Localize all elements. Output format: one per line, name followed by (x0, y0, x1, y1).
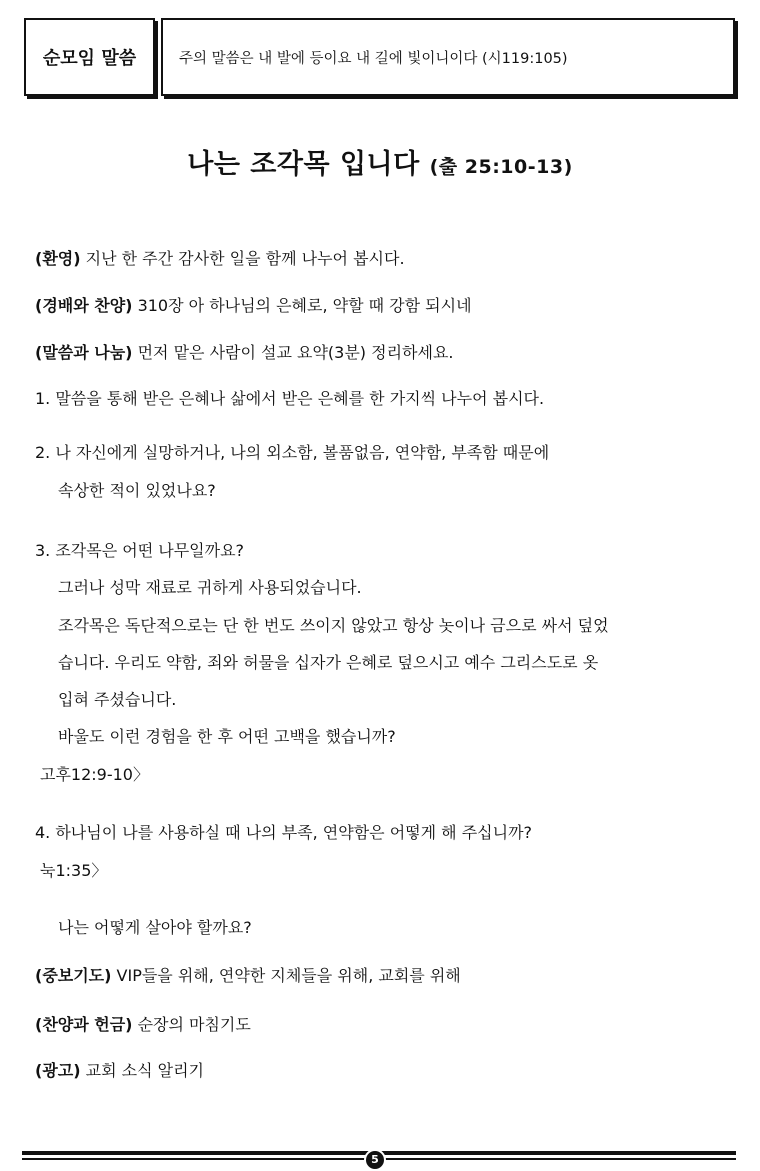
welcome-text: 지난 한 주간 감사한 일을 함께 나누어 봅시다. (80, 249, 405, 268)
sharing-line (35, 340, 454, 363)
worship-text: 310장 아 하나님의 은혜로, 약할 때 강함 되시네 (132, 296, 472, 315)
question-3-line-d: 습니다. 우리도 약함, 죄와 허물을 십자가 은혜로 덮으시고 예수 그리스도로 옷 (58, 653, 599, 672)
header-verse: 주의 말씀은 내 발에 등이요 내 길에 빛이니이다 (시119:105) (179, 50, 568, 67)
intercession-tag: (중보기도) (35, 966, 112, 985)
welcome-line (35, 246, 405, 269)
question-3-line-e: 입혀 주셨습니다. (58, 690, 177, 709)
offering-line (35, 1012, 251, 1035)
announcement-tag: (광고) (35, 1061, 81, 1080)
sharing-tag: (말씀과 나눔) (35, 343, 133, 362)
welcome-tag: (환영) (35, 249, 81, 268)
announcement-line (35, 1058, 204, 1081)
page-title (0, 142, 760, 181)
header-label: 순모임 말씀 (42, 48, 137, 69)
question-3-line-c: 조각목은 독단적으로는 단 한 번도 쓰이지 않았고 항상 놋이나 금으로 싸서 덮었 (58, 616, 609, 635)
intercession-text: VIP들을 위해, 연약한 지체들을 위해, 교회를 위해 (111, 966, 461, 985)
announcement-text: 교회 소식 알리기 (80, 1061, 204, 1080)
question-4-reference: 눅1:35〉 (40, 861, 108, 880)
footer-rule (22, 1150, 736, 1164)
question-3-line-b: 그러나 성막 재료로 귀하게 사용되었습니다. (58, 578, 362, 597)
worship-line (35, 293, 472, 316)
question-3-line-f: 바울도 이런 경험을 한 후 어떤 고백을 했습니까? (58, 727, 396, 746)
question-2-cont: 속상한 적이 있었나요? (58, 481, 216, 500)
offering-tag: (찬양과 헌금) (35, 1015, 133, 1034)
title-reference: (출 25:10-13) (429, 156, 573, 178)
question-1: 1. 말씀을 통해 받은 은혜나 삶에서 받은 은혜를 한 가지씩 나누어 봅시다. (35, 389, 545, 408)
title-main: 나는 조각목 입니다 (187, 149, 420, 180)
header-verse-box (161, 18, 735, 96)
offering-text: 순장의 마침기도 (132, 1015, 251, 1034)
question-4: 4. 하나님이 나를 사용하실 때 나의 부족, 연약함은 어떻게 해 주십니까? (35, 823, 533, 842)
question-3: 3. 조각목은 어떤 나무일까요? (35, 541, 245, 560)
worship-tag: (경배와 찬양) (35, 296, 133, 315)
header-label-box (24, 18, 155, 96)
sharing-text: 먼저 맡은 사람이 설교 요약(3분) 정리하세요. (132, 343, 454, 362)
question-2: 2. 나 자신에게 실망하거나, 나의 외소함, 볼품없음, 연약함, 부족함 때문에 (35, 443, 550, 462)
page-number: 5 (364, 1149, 386, 1171)
question-3-reference: 고후12:9-10〉 (40, 765, 149, 784)
intercession-line (35, 963, 461, 986)
question-4-cont: 나는 어떻게 살아야 할까요? (58, 918, 252, 937)
